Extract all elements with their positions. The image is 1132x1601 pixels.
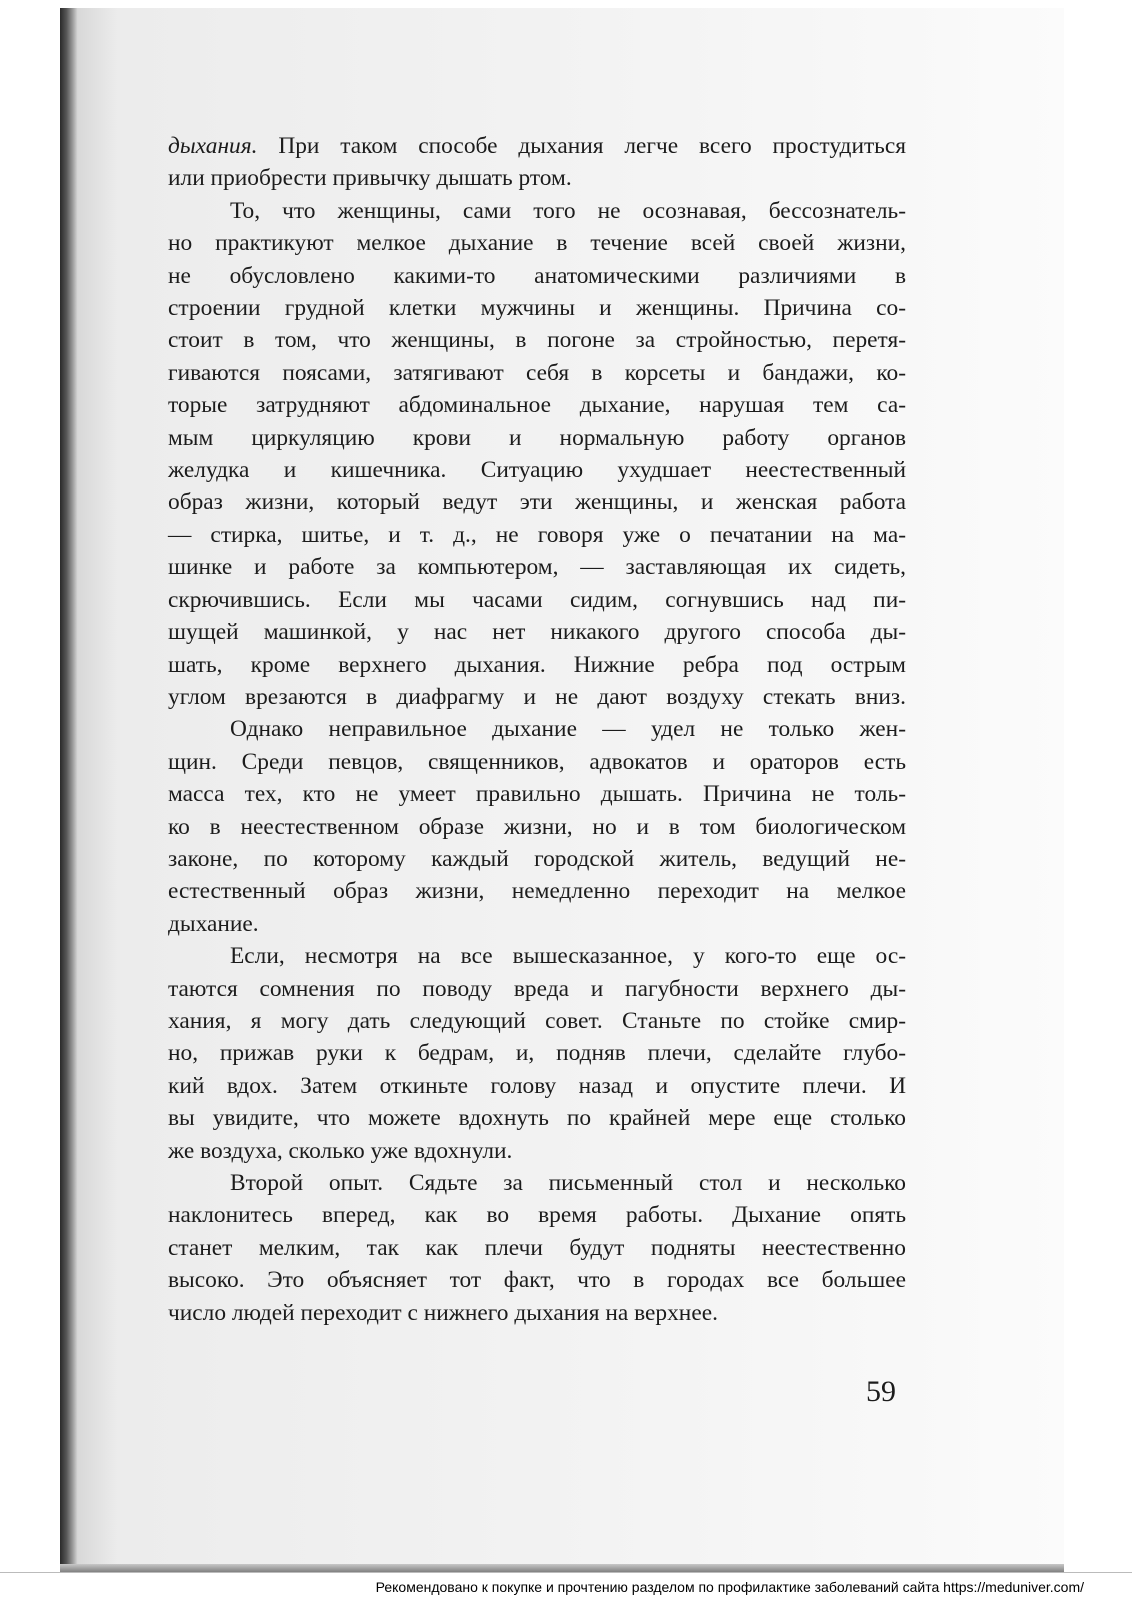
text-line: То, что женщины, сами того не осознавая, бессознатель-: [230, 197, 906, 224]
text-line: торые затрудняют абдоминальное дыхание, нарушая тем са-: [168, 392, 906, 419]
text-line: образ жизни, который ведут эти женщины, и женская работа: [168, 489, 906, 516]
text-line: законе, по которому каждый городской житель, ведущий не-: [168, 845, 906, 872]
text-line: ко в неестественном образе жизни, но и в том биологическом: [168, 813, 906, 840]
text-line: вы увидите, что можете вдохнуть по крайней мере еще столько: [168, 1105, 906, 1132]
paragraph-5: [168, 1167, 906, 1329]
text-line: гиваются поясами, затягивают себя в корсеты и бандажи, ко-: [168, 359, 906, 386]
scan-margin: [1064, 8, 1132, 1575]
text-line: хания, я могу дать следующий совет. Станьте по стойке смир-: [168, 1007, 906, 1034]
text-line: масса тех, кто не умеет правильно дышать. Причина не толь-: [168, 781, 906, 808]
text-line: шущей машинкой, у нас нет никакого другого способа ды-: [168, 619, 906, 646]
footer-bar: [0, 1572, 1132, 1601]
book-binding-shadow: [60, 8, 78, 1575]
text-line: строении грудной клетки мужчины и женщины. Причина со-: [168, 295, 906, 322]
text-line: не обусловлено какими-то анатомическими различиями в: [168, 262, 906, 289]
text-line: же воздуха, сколько уже вдохнули.: [168, 1137, 513, 1164]
text-line: углом врезаются в диафрагму и не дают воздуху стекать вниз.: [168, 683, 906, 710]
text-line: станет мелким, так как плечи будут подняты неестественно: [168, 1234, 906, 1261]
text-line: наклонитесь вперед, как во время работы. Дыхание опять: [168, 1202, 906, 1229]
text-line: желудка и кишечника. Ситуацию ухудшает неестественный: [168, 457, 906, 484]
text-line: таются сомнения по поводу вреда и пагубности верхнего ды-: [168, 975, 906, 1002]
text-line: Если, несмотря на все вышесказанное, у кого-то еще ос-: [230, 943, 906, 970]
text-line: стоит в том, что женщины, в погоне за стройностью, перетя-: [168, 327, 906, 354]
text-line: высоко. Это объясняет тот факт, что в городах все большее: [168, 1267, 906, 1294]
text-line: или приобрести привычку дышать ртом.: [168, 165, 572, 192]
paragraph-4: [168, 940, 906, 1167]
text-line: шинке и работе за компьютером, — заставляющая их сидеть,: [168, 554, 906, 581]
text-line: кий вдох. Затем откиньте голову назад и опустите плечи. И: [168, 1072, 906, 1099]
text-line: число людей переходит с нижнего дыхания на верхнее.: [168, 1299, 718, 1326]
paragraph-3: [168, 713, 906, 940]
paragraph-2: [168, 195, 906, 714]
text-line: — стирка, шитье, и т. д., не говоря уже о печатании на ма-: [168, 521, 906, 548]
text-line: дыхание.: [168, 910, 259, 937]
italic-word: дыхания.: [168, 133, 258, 159]
text-line: Второй опыт. Сядьте за письменный стол и несколько: [230, 1170, 906, 1196]
text-line: но практикуют мелкое дыхание в течение всей своей жизни,: [168, 230, 906, 257]
text-line: шать, кроме верхнего дыхания. Нижние ребра под острым: [168, 651, 906, 678]
text-line: [168, 130, 906, 162]
paragraph-1: [168, 130, 906, 195]
text-line: скрючившись. Если мы часами сидим, согнувшись над пи-: [168, 586, 906, 613]
text-line: Однако неправильное дыхание — удел не только жен-: [230, 716, 906, 743]
text-line: мым циркуляцию крови и нормальную работу органов: [168, 424, 906, 451]
text-fragment: При таком способе дыхания легче всего простудиться: [257, 133, 906, 159]
text-line: но, прижав руки к бедрам, и, подняв плечи, сделайте глубо-: [168, 1040, 906, 1067]
text-line: естественный образ жизни, немедленно переходит на мелкое: [168, 878, 906, 905]
text-line: щин. Среди певцов, священников, адвокатов и ораторов есть: [168, 748, 906, 775]
footer-recommendation: Рекомендовано к покупке и прочтению разделом по профилактике заболеваний сайта https://meduniver.com/: [375, 1579, 1084, 1595]
page-body-text: [168, 130, 906, 1329]
page-number: 59: [866, 1375, 896, 1408]
